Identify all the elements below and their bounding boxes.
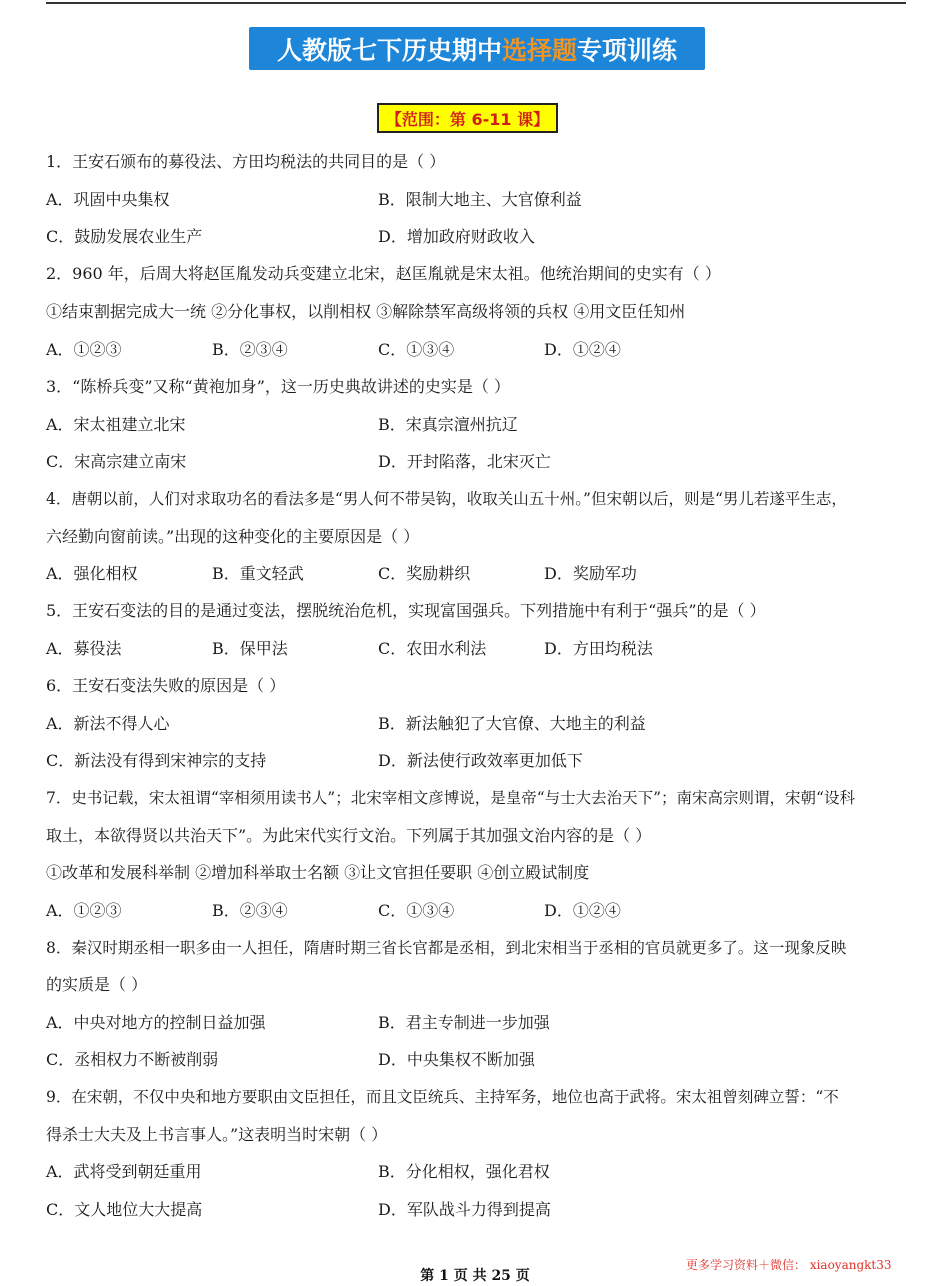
q7-option-b: B．②③④ [212, 901, 288, 920]
q1-option-a: A．巩固中央集权 [46, 190, 170, 209]
q8-option-c: C．丞相权力不断被削弱 [46, 1050, 219, 1069]
q5-option-d: D．方田均税法 [544, 639, 653, 658]
q8-option-a: A．中央对地方的控制日益加强 [46, 1013, 266, 1032]
q9-option-d: D．军队战斗力得到提高 [378, 1200, 551, 1219]
q3-option-d: D．开封陷落，北宋灭亡 [378, 452, 551, 471]
q1-option-d: D．增加政府财政收入 [378, 227, 535, 246]
q2-option-c: C．①③④ [378, 340, 455, 359]
q9-option-c: C．文人地位大大提高 [46, 1200, 203, 1219]
question-1-stem: 1．王安石颁布的募役法、方田均税法的共同目的是（ ） [46, 152, 446, 171]
question-4-stem: 4．唐朝以前，人们对求取功名的看法多是“男人何不带吴钩，收取关山五十州。”但宋朝以后，则是“男儿若遂平生志， [46, 490, 847, 508]
question-7-stem: 7．史书记载，宋太祖谓“宰相须用读书人”；北宋宰相文彦博说，是皇帝“与士大去治天下”；南宋高宗则谓，宋朝“设科 [46, 789, 855, 807]
q4-option-d: D．奖励军功 [544, 564, 637, 583]
q5-option-b: B．保甲法 [212, 639, 288, 658]
question-2-items: ①结束割据完成大一统 ②分化事权，以削相权 ③解除禁军高级将领的兵权 ④用文臣任知州 [46, 302, 686, 321]
question-9-stem: 9．在宋朝，不仅中央和地方要职由文臣担任，而且文臣统兵、主持军务，地位也高于武将。宋太祖曾刻碑立誓：“不 [46, 1088, 839, 1106]
q5-option-a: A．募役法 [46, 639, 122, 658]
question-7-items: ①改革和发展科举制 ②增加科举取士名额 ③让文官担任要职 ④创立殿试制度 [46, 863, 590, 882]
footer-note: 更多学习资料＋微信： xiaoyangkt33 [686, 1258, 892, 1272]
title-highlight: 选择题 [501, 35, 577, 65]
q2-option-d: D．①②④ [544, 340, 621, 359]
page-number: 第 1 页 共 25 页 [420, 1268, 530, 1284]
title-post: 专项训练 [577, 35, 678, 65]
question-9-stem-cont: 得杀士大夫及上书言事人。”这表明当时宋朝（ ） [46, 1125, 388, 1144]
q1-option-c: C．鼓励发展农业生产 [46, 227, 203, 246]
q7-option-a: A．①②③ [46, 901, 122, 920]
q3-option-b: B．宋真宗澶州抗辽 [378, 415, 518, 434]
q2-option-a: A．①②③ [46, 340, 122, 359]
q4-option-c: C．奖励耕织 [378, 564, 471, 583]
q9-option-a: A．武将受到朝廷重用 [46, 1162, 202, 1181]
q6-option-c: C．新法没有得到宋神宗的支持 [46, 751, 267, 770]
q6-option-a: A．新法不得人心 [46, 714, 170, 733]
q6-option-d: D．新法使行政效率更加低下 [378, 751, 583, 770]
question-6-stem: 6．王安石变法失败的原因是（ ） [46, 676, 286, 695]
question-5-stem: 5．王安石变法的目的是通过变法，摆脱统治危机，实现富国强兵。下列措施中有利于“强兵”的是（ ） [46, 601, 766, 620]
q8-option-b: B．君主专制进一步加强 [378, 1013, 550, 1032]
range-label: 【范围：第 6-11 课】 [377, 103, 558, 133]
q9-option-b: B．分化相权，强化君权 [378, 1162, 550, 1181]
q7-option-c: C．①③④ [378, 901, 455, 920]
page-title [249, 27, 705, 70]
q3-option-a: A．宋太祖建立北宋 [46, 415, 186, 434]
question-2-stem: 2．960 年，后周大将赵匡胤发动兵变建立北宋，赵匡胤就是宋太祖。他统治期间的史实有（ ） [46, 264, 721, 283]
question-7-stem-cont: 取土，本欲得贤以共治天下”。为此宋代实行文治。下列属于其加强文治内容的是（ ） [46, 826, 652, 845]
q4-option-b: B．重文轻武 [212, 564, 304, 583]
q3-option-c: C．宋高宗建立南宋 [46, 452, 187, 471]
q8-option-d: D．中央集权不断加强 [378, 1050, 535, 1069]
q7-option-d: D．①②④ [544, 901, 621, 920]
q6-option-b: B．新法触犯了大官僚、大地主的利益 [378, 714, 646, 733]
title-pre: 人教版七下历史期中 [276, 35, 502, 65]
q1-option-b: B．限制大地主、大官僚利益 [378, 190, 582, 209]
question-4-stem-cont: 六经勤向窗前读。”出现的这种变化的主要原因是（ ） [46, 527, 420, 546]
q2-option-b: B．②③④ [212, 340, 288, 359]
question-8-stem-cont: 的实质是（ ） [46, 975, 148, 994]
q5-option-c: C．农田水利法 [378, 639, 487, 658]
q4-option-a: A．强化相权 [46, 564, 138, 583]
top-rule [46, 2, 906, 4]
question-3-stem: 3．“陈桥兵变”又称“黄袍加身”，这一历史典故讲述的史实是（ ） [46, 377, 510, 396]
question-8-stem: 8．秦汉时期丞相一职多由一人担任，隋唐时期三省长官都是丞相，到北宋相当于丞相的官员就更多了。这一现象反映 [46, 939, 847, 957]
